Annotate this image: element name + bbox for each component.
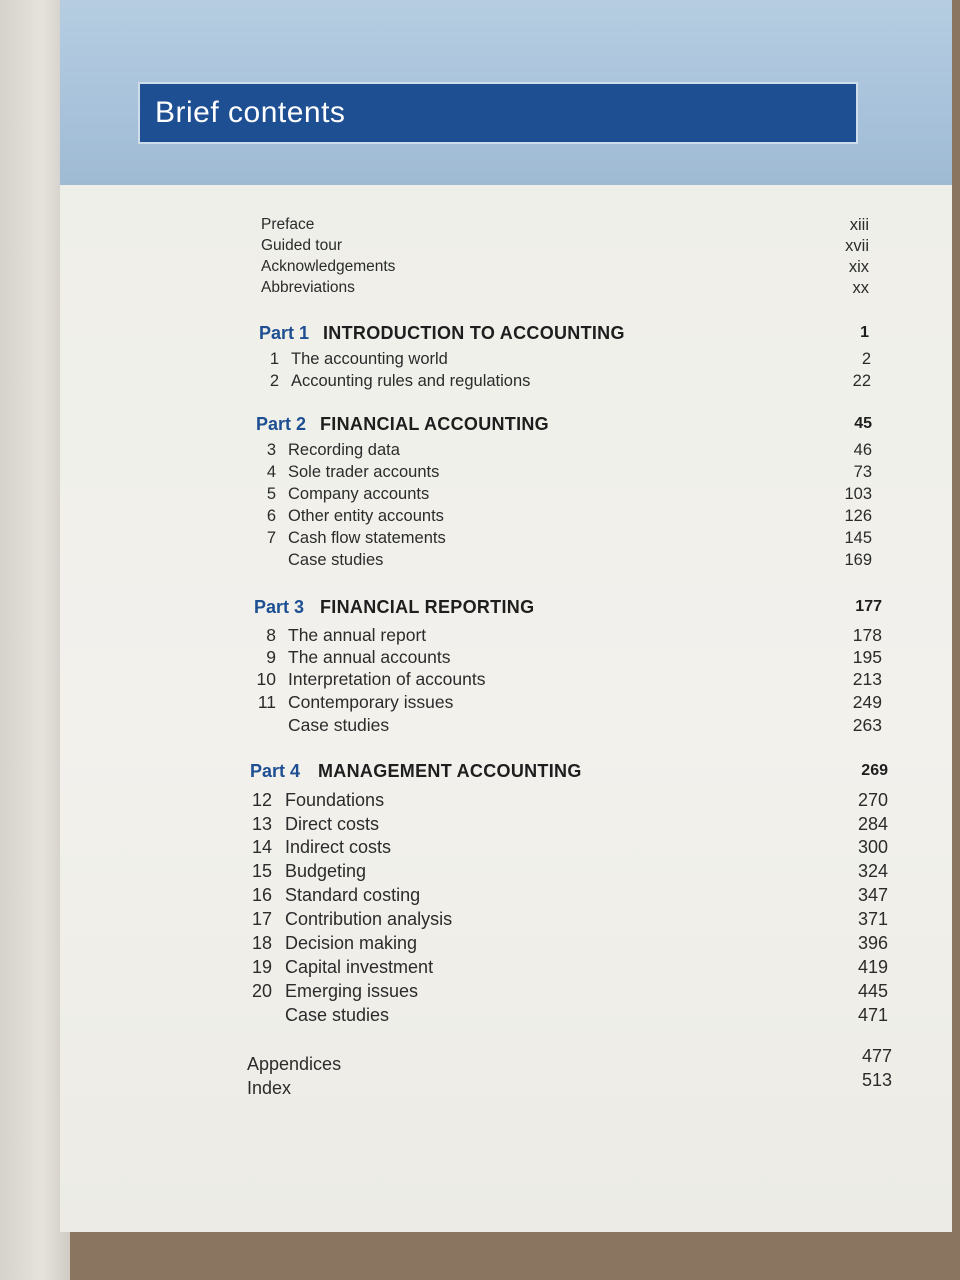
part-page: 269 bbox=[861, 762, 888, 779]
chapter-number: 10 bbox=[256, 669, 276, 689]
chapter-title: Other entity accounts bbox=[288, 507, 444, 525]
toc-chapter-6[interactable] bbox=[256, 505, 872, 527]
part-label: Part 4 bbox=[250, 761, 301, 781]
part-label: Part 1 bbox=[259, 323, 310, 343]
toc-entry-page: xvii bbox=[845, 237, 869, 255]
chapter-number: 7 bbox=[266, 529, 276, 547]
chapter-page: 178 bbox=[852, 625, 882, 645]
toc-chapter-5[interactable] bbox=[256, 483, 872, 505]
chapter-title: Sole trader accounts bbox=[288, 463, 440, 481]
toc-entry-index[interactable] bbox=[247, 1070, 892, 1099]
chapter-number: 6 bbox=[266, 507, 276, 525]
toc-entry-page: xx bbox=[852, 279, 869, 297]
chapter-page: 46 bbox=[853, 441, 872, 459]
part-heading-1[interactable] bbox=[259, 320, 871, 346]
chapter-title: Standard costing bbox=[285, 885, 421, 905]
chapter-number: 17 bbox=[251, 909, 272, 929]
chapter-number: 3 bbox=[266, 441, 276, 459]
chapter-number: 16 bbox=[251, 885, 272, 905]
toc-chapter-3[interactable] bbox=[256, 439, 872, 461]
toc-chapter-17[interactable] bbox=[250, 908, 890, 930]
chapter-number: 4 bbox=[266, 463, 276, 481]
toc-chapter-8[interactable] bbox=[254, 624, 882, 646]
chapter-number: 13 bbox=[251, 814, 272, 834]
toc-entry-appendices[interactable] bbox=[247, 1046, 892, 1075]
part-title: MANAGEMENT ACCOUNTING bbox=[318, 761, 582, 781]
toc-chapter-12[interactable] bbox=[250, 789, 890, 811]
part-page: 177 bbox=[855, 598, 882, 615]
part-page: 1 bbox=[860, 324, 869, 341]
toc-entry-preface[interactable] bbox=[261, 214, 871, 236]
chapter-number: 14 bbox=[251, 837, 272, 857]
toc-case-studies-part-2[interactable] bbox=[256, 549, 872, 571]
chapter-page: 284 bbox=[857, 814, 888, 834]
chapter-number: 19 bbox=[251, 957, 272, 977]
chapter-number: 1 bbox=[269, 350, 279, 368]
toc-entry-title: Guided tour bbox=[261, 237, 342, 254]
chapter-title: Case studies bbox=[285, 1005, 390, 1025]
toc-chapter-9[interactable] bbox=[254, 646, 882, 668]
chapter-title: Foundations bbox=[285, 790, 385, 810]
part-title: FINANCIAL ACCOUNTING bbox=[320, 414, 549, 434]
chapter-number: 18 bbox=[251, 933, 272, 953]
toc-chapter-16[interactable] bbox=[250, 884, 890, 906]
page-title: Brief contents bbox=[155, 96, 346, 129]
toc-entry-page: 477 bbox=[861, 1046, 892, 1066]
toc-chapter-11[interactable] bbox=[254, 691, 882, 713]
chapter-number: 11 bbox=[257, 692, 276, 712]
chapter-page: 300 bbox=[857, 837, 888, 857]
toc-chapter-2[interactable] bbox=[259, 370, 871, 392]
chapter-title: Case studies bbox=[288, 715, 390, 735]
part-heading-3[interactable] bbox=[254, 594, 882, 620]
toc-chapter-20[interactable] bbox=[250, 980, 890, 1002]
part-title: FINANCIAL REPORTING bbox=[320, 597, 535, 617]
chapter-page: 73 bbox=[853, 463, 872, 481]
toc-entry-title: Appendices bbox=[247, 1054, 342, 1074]
chapter-number: 8 bbox=[266, 625, 276, 645]
chapter-title: Case studies bbox=[288, 551, 384, 569]
toc-chapter-4[interactable] bbox=[256, 461, 872, 483]
toc-chapter-13[interactable] bbox=[250, 813, 890, 835]
chapter-number: 5 bbox=[266, 485, 276, 503]
toc-chapter-19[interactable] bbox=[250, 956, 890, 978]
toc-chapter-1[interactable] bbox=[259, 348, 871, 370]
chapter-title: Contribution analysis bbox=[285, 909, 453, 929]
chapter-title: Emerging issues bbox=[285, 981, 419, 1001]
chapter-title: Contemporary issues bbox=[288, 692, 454, 712]
toc-case-studies-part-4[interactable] bbox=[250, 1004, 890, 1026]
toc-chapter-18[interactable] bbox=[250, 932, 890, 954]
chapter-number: 15 bbox=[251, 861, 272, 881]
chapter-page: 195 bbox=[852, 647, 882, 667]
toc-entry-guided-tour[interactable] bbox=[261, 235, 871, 257]
chapter-title: Capital investment bbox=[285, 957, 434, 977]
part-label: Part 3 bbox=[254, 597, 305, 617]
part-label: Part 2 bbox=[256, 414, 307, 434]
part-heading-4[interactable] bbox=[250, 758, 888, 784]
chapter-page: 371 bbox=[857, 909, 888, 929]
chapter-page: 263 bbox=[852, 715, 882, 735]
chapter-page: 445 bbox=[857, 981, 888, 1001]
part-title: INTRODUCTION TO ACCOUNTING bbox=[323, 323, 625, 343]
chapter-page: 249 bbox=[852, 692, 882, 712]
chapter-page: 169 bbox=[844, 551, 872, 569]
toc-entry-title: Index bbox=[247, 1078, 292, 1098]
toc-entry-page: 513 bbox=[861, 1070, 892, 1090]
chapter-page: 270 bbox=[857, 790, 888, 810]
toc-entry-title: Preface bbox=[261, 216, 315, 233]
chapter-number: 2 bbox=[269, 372, 279, 390]
toc-entry-abbreviations[interactable] bbox=[261, 277, 871, 299]
toc-case-studies-part-3[interactable] bbox=[254, 714, 882, 736]
chapter-title: Direct costs bbox=[285, 814, 380, 834]
chapter-title: Indirect costs bbox=[285, 837, 392, 857]
toc-entry-title: Abbreviations bbox=[261, 279, 355, 296]
chapter-page: 419 bbox=[857, 957, 888, 977]
chapter-number: 20 bbox=[251, 981, 272, 1001]
chapter-page: 396 bbox=[857, 933, 888, 953]
toc-chapter-14[interactable] bbox=[250, 836, 890, 858]
chapter-page: 471 bbox=[857, 1005, 888, 1025]
chapter-title: Budgeting bbox=[285, 861, 367, 881]
chapter-title: Interpretation of accounts bbox=[288, 669, 486, 689]
chapter-title: Decision making bbox=[285, 933, 418, 953]
chapter-page: 145 bbox=[844, 529, 872, 547]
toc-chapter-15[interactable] bbox=[250, 860, 890, 882]
toc-chapter-10[interactable] bbox=[254, 668, 882, 690]
toc-entry-page: xiii bbox=[849, 216, 869, 234]
chapter-title: Recording data bbox=[288, 441, 400, 459]
toc-entry-title: Acknowledgements bbox=[261, 258, 396, 275]
chapter-page: 103 bbox=[844, 485, 872, 503]
book-page bbox=[60, 0, 952, 1232]
title-bar bbox=[138, 82, 858, 144]
toc-entry-acknowledgements[interactable] bbox=[261, 256, 871, 278]
chapter-page: 213 bbox=[852, 669, 882, 689]
part-heading-2[interactable] bbox=[256, 411, 872, 437]
part-page: 45 bbox=[854, 415, 872, 432]
toc-chapter-7[interactable] bbox=[256, 527, 872, 549]
chapter-title: Cash flow statements bbox=[288, 529, 446, 547]
chapter-title: Company accounts bbox=[288, 485, 430, 503]
chapter-page: 324 bbox=[857, 861, 888, 881]
chapter-title: Accounting rules and regulations bbox=[291, 372, 531, 390]
chapter-title: The annual report bbox=[288, 625, 427, 645]
chapter-page: 126 bbox=[844, 507, 872, 525]
chapter-number: 12 bbox=[251, 790, 272, 810]
chapter-page: 2 bbox=[861, 350, 871, 368]
chapter-page: 22 bbox=[852, 372, 871, 390]
chapter-title: The accounting world bbox=[291, 350, 448, 368]
toc-entry-page: xix bbox=[848, 258, 869, 276]
chapter-page: 347 bbox=[857, 885, 888, 905]
chapter-title: The annual accounts bbox=[288, 647, 451, 667]
chapter-number: 9 bbox=[266, 647, 276, 667]
